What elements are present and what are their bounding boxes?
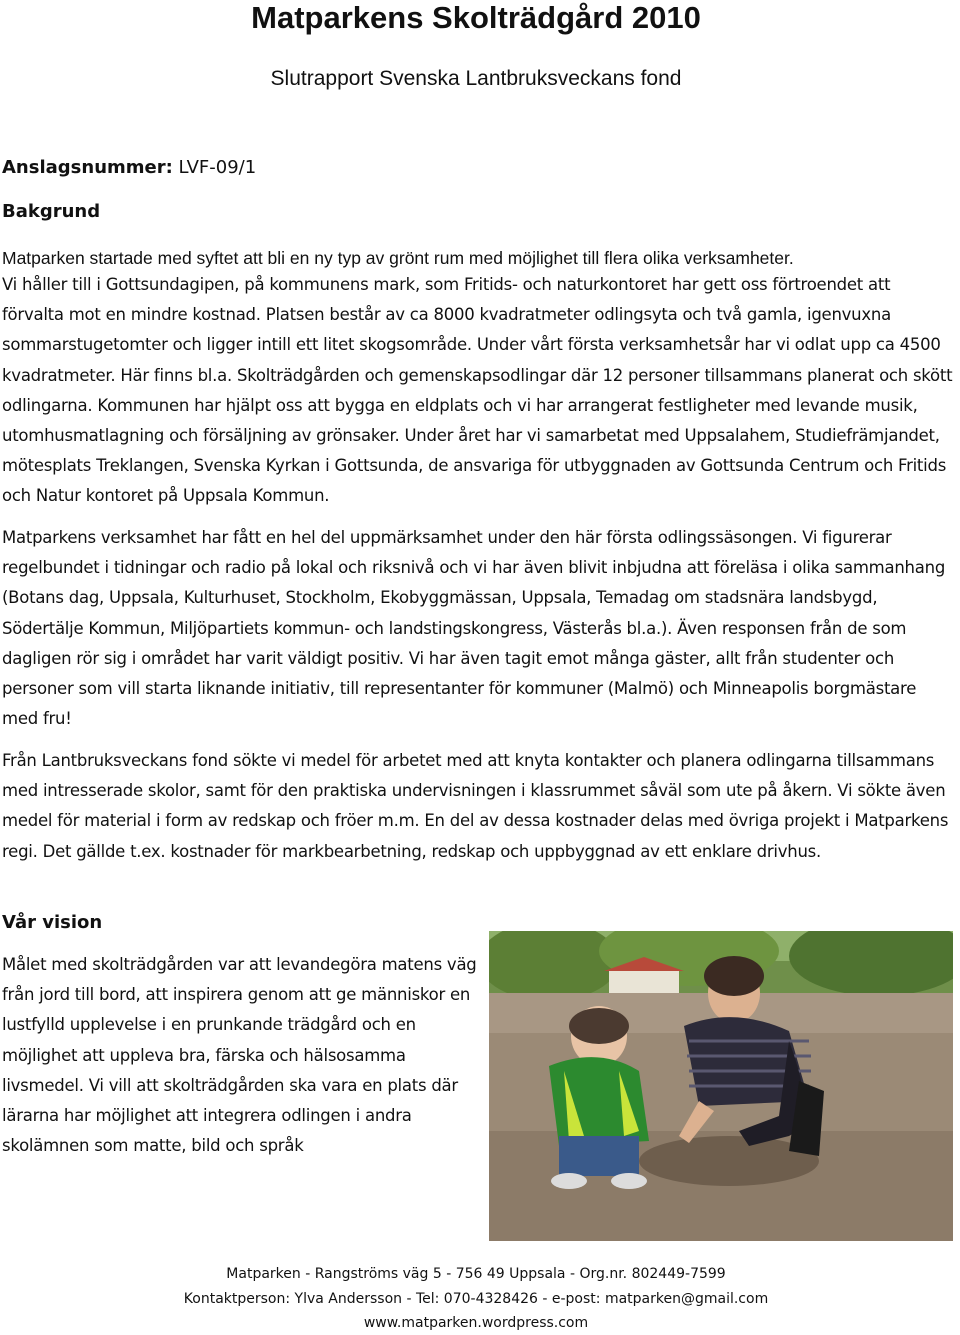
document-title: Matparkens Skolträdgård 2010	[251, 0, 701, 35]
footer-website: www.matparken.wordpress.com	[363, 1315, 589, 1331]
footer-contact: Kontaktperson: Ylva Andersson - Tel: 070-4328426 - e-post: matparken@gmail.com	[183, 1291, 769, 1307]
paragraph-intro-text: Vi håller till i Gottsundagipen, på kommunens mark, som Fritids- och naturkontoret har gett oss förtroendet att förvalta mot en mindre kostnad. Platsen består av ca 8000 kvadratmeter odlingsyta och två gamla, igenvuxna sommarstugetomter och ligger intill ett litet skogsområde. Under vårt första verksamhetsår har vi odlat upp ca 4500 kvadratmeter. Här finns bl.a. Skolträdgården och gemenskapsodlingar där 12 personer tillsammans planerat och skött odlingarna. Kommunen har hjälpt oss att bygga en eldplats och vi har arrangerat festligheter med levande musik, utomhusmatlagning och försäljning av grönsaker. Under året har vi samarbetat med Uppsalahem, Studiefrämjandet, mötesplats Treklangen, Svenska Kyrkan i Gottsunda, de ansvariga för utbyggnaden av Gottsunda Centrum och Fritids och Natur kontoret på Uppsala Kommun.	[2, 275, 953, 506]
paragraph-intro	[2, 270, 956, 512]
heading-background: Bakgrund	[2, 201, 101, 222]
footer-address: Matparken - Rangströms väg 5 - 756 49 Uppsala - Org.nr. 802449-7599	[226, 1266, 726, 1282]
document-subtitle: Slutrapport Svenska Lantbruksveckans fond	[270, 67, 682, 90]
grant-value: LVF-09/1	[172, 157, 257, 178]
paragraph-intro-first-line: Matparken startade med syftet att bli en ny typ av grönt rum med möjlighet till flera olika verksamheter.	[2, 248, 794, 268]
paragraph-funding: Från Lantbruksveckans fond sökte vi medel för arbetet med att knyta kontakter och planera odlingarna tillsammans med intresserade skolor, samt för den praktiska undervisningen i klassrummet såväl som ute på åkern. Vi sökte även medel för material i form av redskap och fröer m.m. En del av dessa kostnader delas med övriga projekt i Matparkens regi. Det gällde t.ex. kostnader för markbearbetning, redskap och uppbyggnad av ett enklare drivhus.	[2, 751, 949, 861]
paragraph-attention: Matparkens verksamhet har fått en hel del uppmärksamhet under den här första odlingssäsongen. Vi figurerar regelbundet i tidningar och radio på lokal och riksnivå och vi har även blivit inbjudna att föreläsa i olika sammanhang (Botans dag, Uppsala, Kulturhuset, Stockholm, Ekobyggmässan, Uppsala, Temadag om stadsnära landsbygd, Södertälje Kommun, Miljöpartiets kommun- och landstingskongress, Västerås bl.a.). Även responsen från de som dagligen rör sig i området har varit väldigt positiv. Vi har även tagit emot många gäster, allt från studenter och personer som vill starta liknande initiativ, till representanter för kommuner (Malmö) och Minneapolis borgmästare med fru!	[2, 528, 946, 729]
heading-vision: Vår vision	[2, 912, 103, 933]
garden-photo	[489, 931, 953, 1241]
vision-text: Målet med skolträdgården var att levandegöra matens väg från jord till bord, att inspirera genom att ge människor en lustfylld upplevelse i en prunkande trädgård och en möjlighet att uppleva bra, färska och hälsosamma livsmedel. Vi vill att skolträdgården ska vara en plats där lärarna har möjlighet att integrera odlingen i andra skolämnen som matte, bild och språk	[2, 955, 477, 1156]
grant-number	[2, 153, 256, 183]
grant-label: Anslagsnummer:	[2, 157, 173, 178]
